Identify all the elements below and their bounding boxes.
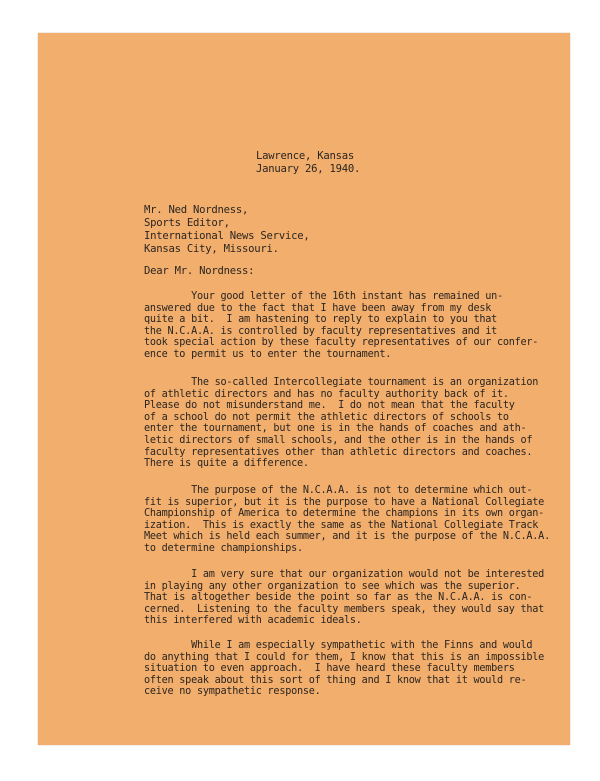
text-line: The so-called Intercollegiate tournament is an organization (144, 377, 539, 388)
text-line: of a school do not permit the athletic directors of schools to (144, 411, 509, 423)
text-line: I am very sure that our organization would not be interested (144, 569, 545, 580)
text-line: cerned. Listening to the faculty members speak, they would say that (144, 603, 545, 615)
recipient-line: Kansas City, Missouri. (144, 243, 279, 255)
recipient-address (144, 204, 309, 256)
text-line: the N.C.A.A. is controlled by faculty representatives and it (144, 325, 498, 337)
paragraph-3 (144, 485, 550, 555)
text-line: quite a bit. I am hastening to reply to explain to you that (144, 314, 498, 326)
salutation: Dear Mr. Nordness: (144, 265, 255, 277)
text-line: ization. This is exactly the same as the National Collegiate Track (144, 519, 539, 531)
text-line: often speak about this sort of thing and I know that it would re- (144, 674, 527, 686)
text-line: in playing any other organization to see which was the superior. (144, 580, 521, 592)
text-line: Please do not misunderstand me. I do not mean that the faculty (144, 400, 515, 412)
recipient-line: Mr. Ned Nordness, (144, 204, 249, 216)
text-line: do anything that I could for them, I know that this is an impossible (144, 651, 545, 663)
date-line: January 26, 1940. (256, 163, 361, 175)
text-line: of athletic directors and has no faculty authority back of it. (144, 388, 509, 400)
paragraph-5 (144, 640, 544, 698)
text-line: That is altogether beside the point so far as the N.C.A.A. is con- (144, 592, 533, 604)
text-line: fit is superior, but it is the purpose to have a National Collegiate (144, 496, 545, 508)
text-line: answered due to the fact that I have been away from my desk (144, 302, 492, 314)
text-line: to determine championships. (144, 542, 303, 554)
recipient-line: Sports Editor, (144, 217, 230, 229)
text-line: Championship of America to determine the champions in its own organ- (144, 508, 545, 520)
text-line: There is quite a difference. (144, 458, 309, 470)
paragraph-1 (144, 291, 538, 361)
text-line: Meet which is held each summer, and it is the purpose of the N.C.A.A. (144, 531, 550, 543)
text-line: took special action by these faculty representatives of our confer- (144, 337, 539, 349)
paragraph-4 (144, 569, 544, 627)
text-line: letic directors of small schools, and the other is in the hands of (144, 434, 533, 446)
text-line: this interfered with academic ideals. (144, 615, 362, 627)
place-line: Lawrence, Kansas (256, 150, 355, 162)
text-line: situation to even approach. I have heard these faculty members (144, 663, 515, 675)
paragraph-2 (144, 377, 538, 470)
text-line: The purpose of the N.C.A.A. is not to determine which out- (144, 485, 533, 496)
text-line: Your good letter of the 16th instant has remained un- (144, 291, 503, 302)
text-line: faculty representatives other than athletic directors and coaches. (144, 446, 533, 458)
text-line: While I am especially sympathetic with the Finns and would (144, 640, 533, 651)
letter-heading (256, 150, 360, 176)
text-line: ence to permit us to enter the tournament. (144, 348, 392, 360)
text-line: enter the tournament, but one is in the hands of coaches and ath- (144, 423, 527, 435)
text-line: ceive no sympathetic response. (144, 686, 321, 698)
recipient-line: International News Service, (144, 230, 310, 242)
